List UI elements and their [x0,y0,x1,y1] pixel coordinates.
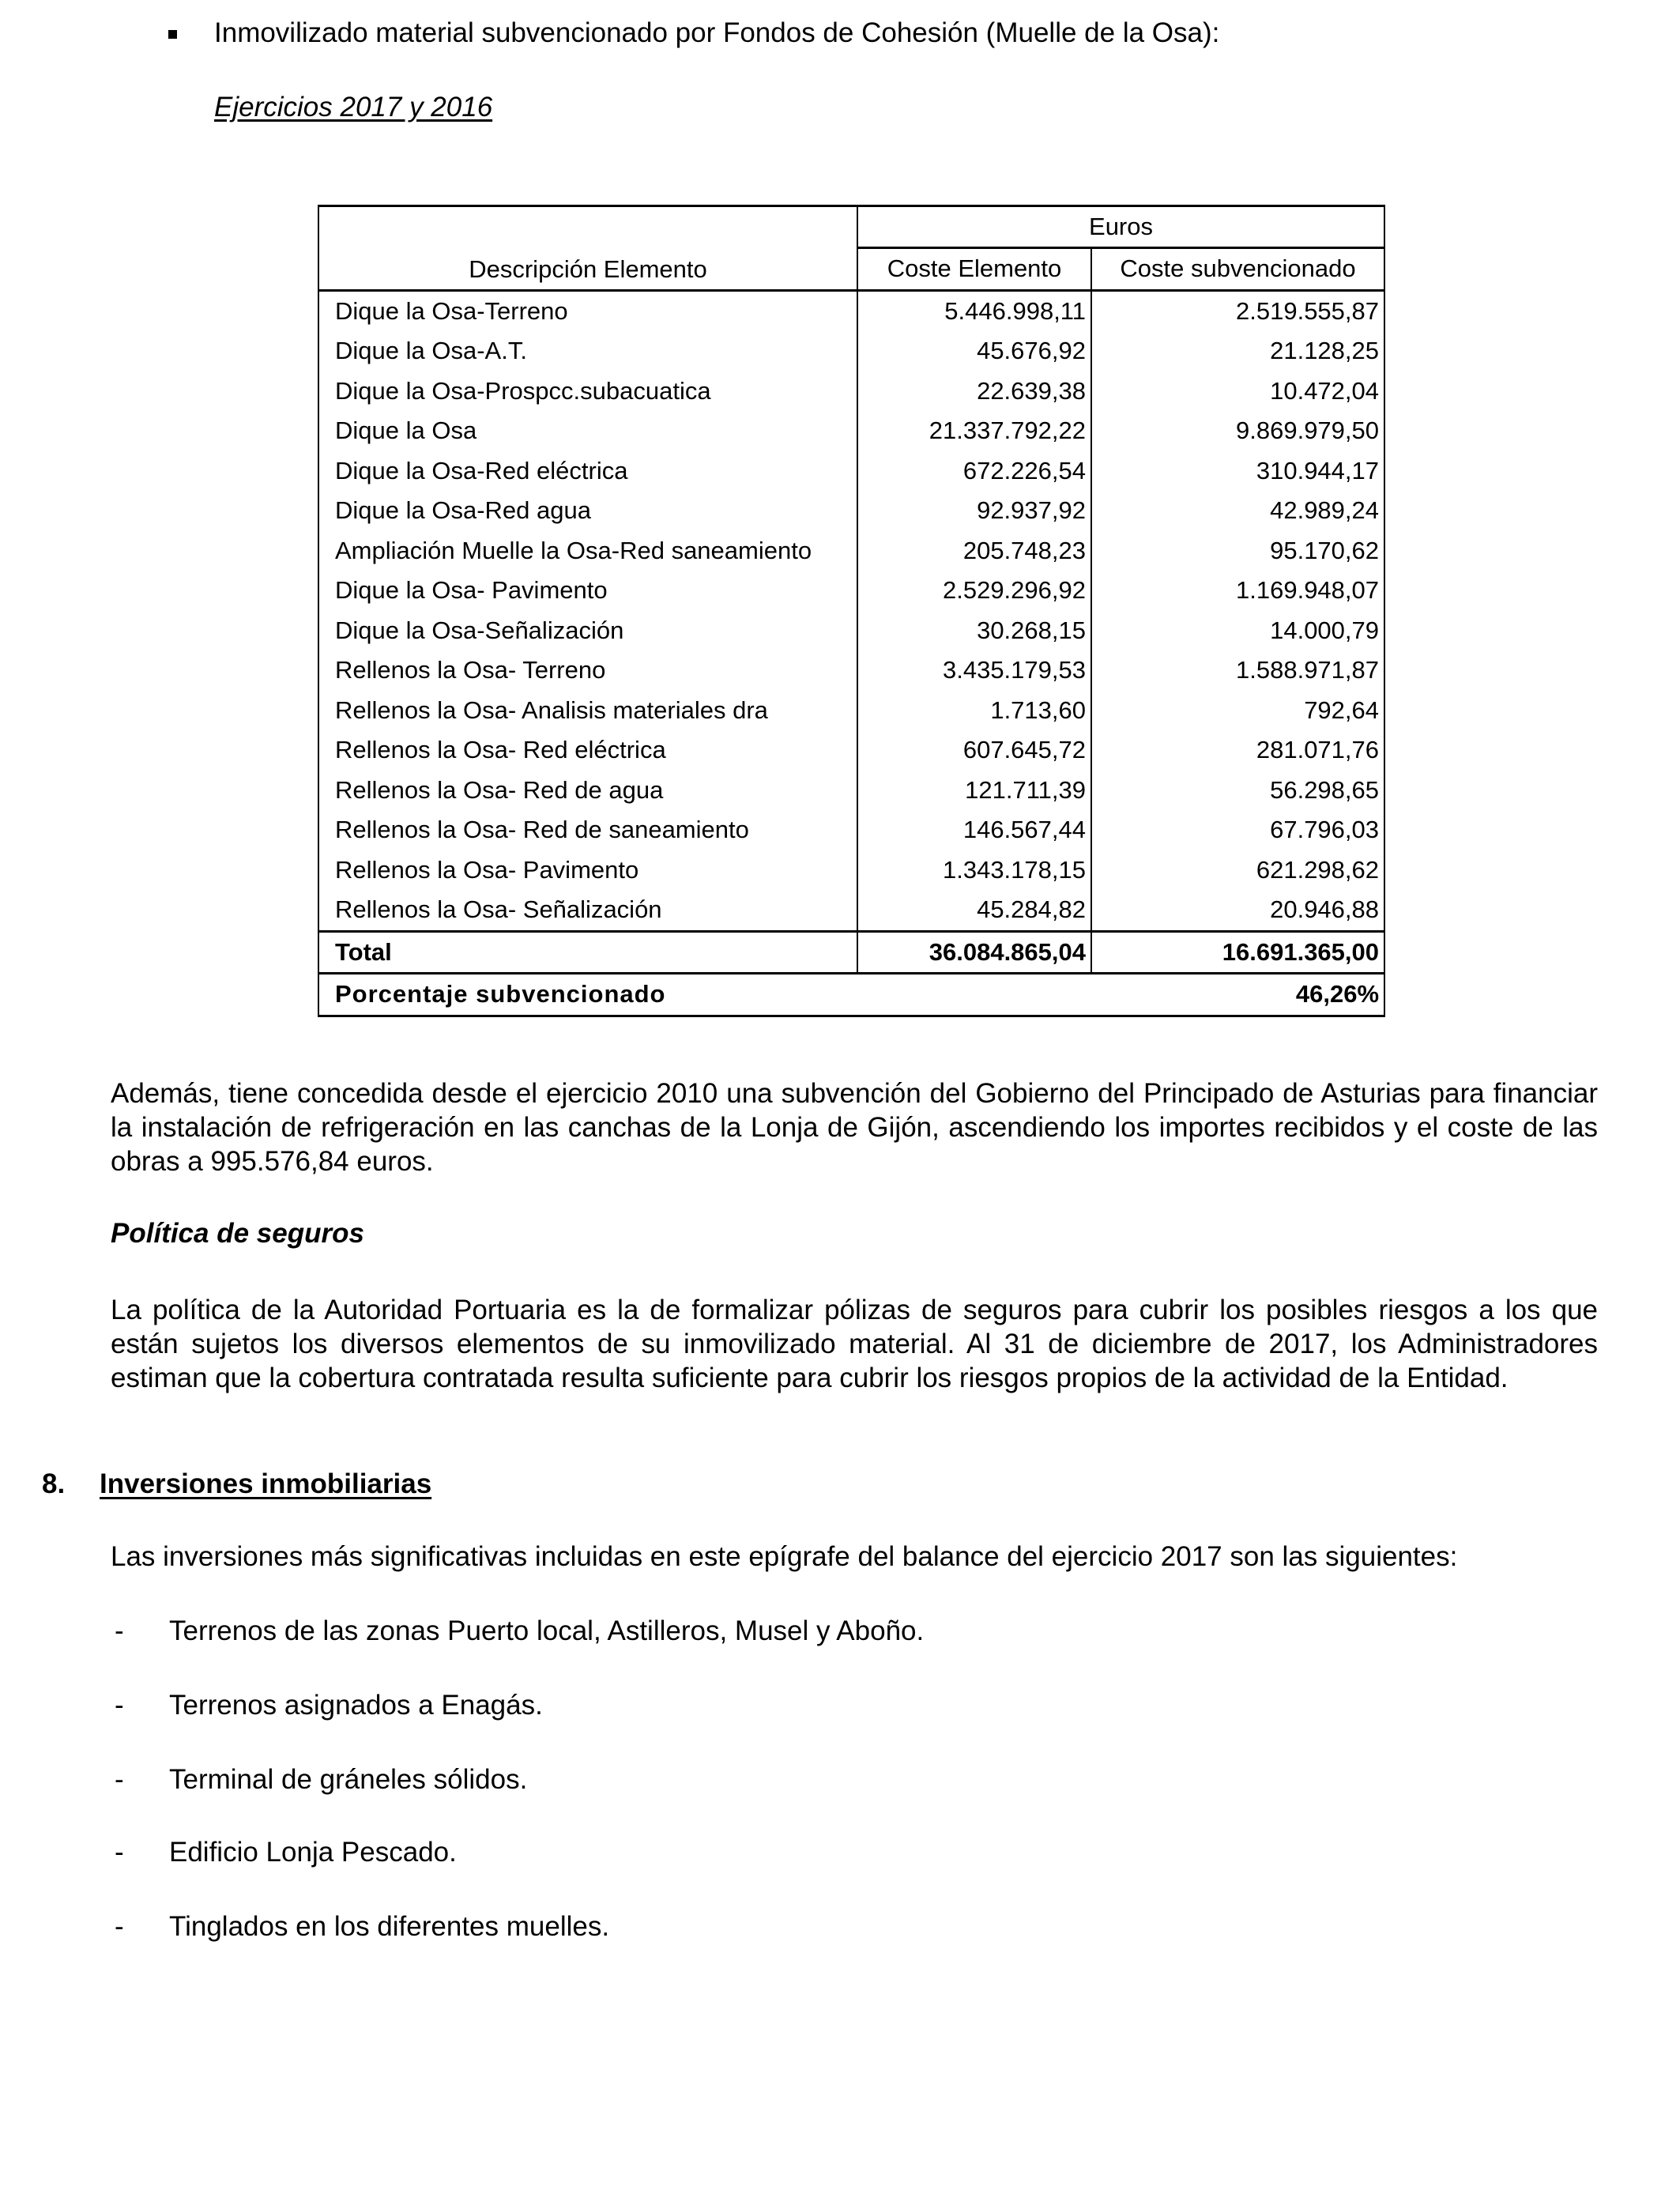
total-subvencionado: 16.691.365,00 [1091,931,1384,974]
row-description: Rellenos la Osa- Red de agua [318,771,857,811]
table-row [318,331,1384,371]
row-coste-subvencionado: 20.946,88 [1091,890,1384,931]
list-item: Tinglados en los diferentes muelles. [169,1911,610,1942]
row-coste-elemento: 5.446.998,11 [857,290,1091,331]
table-row [318,451,1384,492]
list-item: Edificio Lonja Pescado. [169,1837,457,1868]
table-subtitle: Ejercicios 2017 y 2016 [214,92,493,123]
table-row [318,850,1384,891]
row-coste-elemento: 205.748,23 [857,531,1091,571]
row-description: Rellenos la Osa- Terreno [318,650,857,691]
table-row [318,371,1384,412]
row-description: Rellenos la Osa- Red eléctrica [318,730,857,771]
column-header-description: Descripción Elemento [318,206,857,291]
table-row [318,730,1384,771]
table-row [318,771,1384,811]
row-description: Dique la Osa- Pavimento [318,571,857,611]
row-description: Dique la Osa-Red agua [318,491,857,531]
table-header-row [318,206,1384,248]
total-label: Total [318,931,857,974]
table-percentage-row [318,974,1384,1016]
table-row [318,571,1384,611]
row-coste-subvencionado: 792,64 [1091,691,1384,731]
row-coste-subvencionado: 10.472,04 [1091,371,1384,412]
row-coste-subvencionado: 42.989,24 [1091,491,1384,531]
row-description: Dique la Osa-A.T. [318,331,857,371]
table-row [318,411,1384,451]
dash-bullet-icon: - [115,1837,124,1868]
row-coste-subvencionado: 21.128,25 [1091,331,1384,371]
list-item: Terrenos de las zonas Puerto local, Astilleros, Musel y Aboño. [169,1615,925,1646]
table-row [318,611,1384,651]
list-item: Terrenos asignados a Enagás. [169,1690,543,1721]
row-coste-elemento: 1.713,60 [857,691,1091,731]
row-description: Rellenos la Osa- Red de saneamiento [318,810,857,850]
insurance-heading: Política de seguros [111,1218,364,1249]
row-coste-subvencionado: 281.071,76 [1091,730,1384,771]
bullet-heading: Inmovilizado material subvencionado por Fondos de Cohesión (Muelle de la Osa): [214,17,1220,48]
dash-bullet-icon: - [115,1690,124,1721]
dash-bullet-icon: - [115,1615,124,1646]
row-coste-subvencionado: 310.944,17 [1091,451,1384,492]
row-description: Rellenos la Osa- Pavimento [318,850,857,891]
table-row [318,491,1384,531]
section-8-heading [42,1468,432,1500]
column-header-coste-subvencionado: Coste subvencionado [1091,248,1384,291]
row-description: Dique la Osa-Prospcc.subacuatica [318,371,857,412]
row-coste-subvencionado: 621.298,62 [1091,850,1384,891]
row-description: Rellenos la Osa- Señalización [318,890,857,931]
row-coste-elemento: 1.343.178,15 [857,850,1091,891]
row-coste-elemento: 92.937,92 [857,491,1091,531]
row-coste-elemento: 3.435.179,53 [857,650,1091,691]
row-coste-elemento: 607.645,72 [857,730,1091,771]
row-coste-subvencionado: 67.796,03 [1091,810,1384,850]
row-coste-subvencionado: 2.519.555,87 [1091,290,1384,331]
row-coste-subvencionado: 56.298,65 [1091,771,1384,811]
row-description: Dique la Osa-Señalización [318,611,857,651]
paragraph-subsidy-asturias: Además, tiene concedida desde el ejercicio 2010 una subvención del Gobierno del Principado de Asturias para financiar la instalación de refrigeración en las canchas de la Lonja de Gijón, ascendiendo los importes recibidos y el coste de las obras a 995.576,84 euros. [111,1078,1598,1177]
row-coste-elemento: 22.639,38 [857,371,1091,412]
square-bullet-icon [168,30,177,39]
row-coste-elemento: 21.337.792,22 [857,411,1091,451]
row-coste-elemento: 2.529.296,92 [857,571,1091,611]
row-description: Ampliación Muelle la Osa-Red saneamiento [318,531,857,571]
percentage-label: Porcentaje subvencionado [318,974,1091,1016]
row-description: Rellenos la Osa- Analisis materiales dra [318,691,857,731]
total-coste: 36.084.865,04 [857,931,1091,974]
row-coste-subvencionado: 9.869.979,50 [1091,411,1384,451]
row-coste-elemento: 45.676,92 [857,331,1091,371]
table-row [318,531,1384,571]
section-title: Inversiones inmobiliarias [100,1468,432,1499]
section-8-intro: Las inversiones más significativas incluidas en este epígrafe del balance del ejercicio 2017 son las siguientes: [111,1541,1458,1572]
column-group-header-euros: Euros [857,206,1384,248]
table-total-row [318,931,1384,974]
column-header-coste-elemento: Coste Elemento [857,248,1091,291]
row-coste-elemento: 45.284,82 [857,890,1091,931]
row-coste-subvencionado: 1.588.971,87 [1091,650,1384,691]
table-row [318,890,1384,931]
insurance-paragraph: La política de la Autoridad Portuaria es la de formalizar pólizas de seguros para cubrir los posibles riesgos a los que están sujetos los diversos elementos de su inmovilizado material. Al 31 de diciembre de 2017, los Administradores estiman que la cobertura contratada resulta suficiente para cubrir los riesgos propios de la actividad de la Entidad. [111,1295,1598,1393]
dash-bullet-icon: - [115,1764,124,1795]
row-coste-subvencionado: 1.169.948,07 [1091,571,1384,611]
row-description: Dique la Osa-Terreno [318,290,857,331]
row-description: Dique la Osa [318,411,857,451]
row-coste-elemento: 146.567,44 [857,810,1091,850]
list-item: Terminal de gráneles sólidos. [169,1764,528,1795]
table-row [318,290,1384,331]
table-row [318,810,1384,850]
row-coste-elemento: 121.711,39 [857,771,1091,811]
table-row [318,650,1384,691]
subsidy-table [318,205,1385,1017]
percentage-value: 46,26% [1091,974,1384,1016]
row-coste-elemento: 672.226,54 [857,451,1091,492]
row-coste-subvencionado: 95.170,62 [1091,531,1384,571]
table-row [318,691,1384,731]
dash-bullet-icon: - [115,1911,124,1942]
row-description: Dique la Osa-Red eléctrica [318,451,857,492]
row-coste-elemento: 30.268,15 [857,611,1091,651]
section-number: 8. [42,1468,66,1499]
row-coste-subvencionado: 14.000,79 [1091,611,1384,651]
